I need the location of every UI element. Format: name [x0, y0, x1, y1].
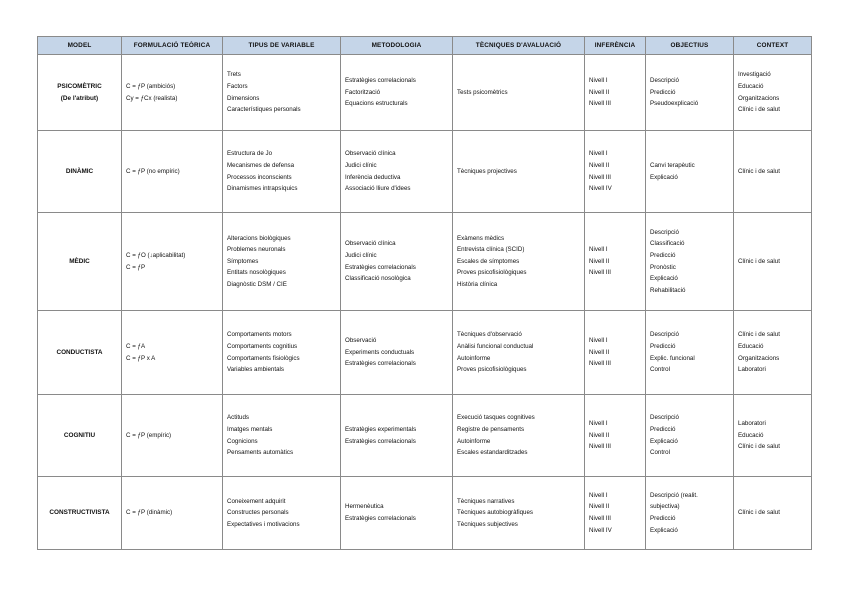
inferencia-cell — [585, 213, 646, 311]
inferencia-cell — [585, 477, 646, 550]
tecniques-cell — [453, 213, 585, 311]
metodologia-cell — [341, 55, 453, 131]
tipus-variable-line: Cognicions — [227, 437, 258, 445]
metodologia-line: Hermenèutica — [345, 503, 384, 511]
objectius-line: Explic. funcional — [650, 354, 695, 362]
tipus-variable-line: Processos inconscients — [227, 173, 292, 181]
tecniques-line: Autoinforme — [457, 437, 491, 445]
tecniques-line: Autoinforme — [457, 354, 491, 362]
objectius-line: Descripció — [650, 331, 679, 339]
objectius-cell — [646, 213, 734, 311]
tipus-variable-cell — [223, 213, 341, 311]
inferencia-line: Nivell II — [589, 431, 610, 439]
objectius-line: Control — [650, 366, 670, 374]
objectius-line: Pronòstic — [650, 263, 676, 271]
inferencia-line: Nivell I — [589, 420, 608, 428]
inferencia-line: Nivell III — [589, 173, 612, 181]
context-cell — [734, 213, 812, 311]
objectius-line: Descripció — [650, 228, 679, 236]
metodologia-line: Estratègies correlacionals — [345, 437, 416, 445]
objectius-line: Predicció — [650, 251, 676, 259]
tipus-variable-line: Alteracions biològiques — [227, 234, 291, 242]
table-row — [38, 55, 812, 131]
objectius-line: Descripció (realit. — [650, 491, 698, 499]
tipus-variable-cell — [223, 395, 341, 477]
metodologia-line: Judici clínic — [345, 161, 377, 169]
column-header-formulacio: FORMULACIÓ TEÒRICA — [122, 37, 223, 55]
tecniques-cell — [453, 477, 585, 550]
tipus-variable-line: Expectatives i motivacions — [227, 520, 300, 528]
inferencia-cell — [585, 131, 646, 213]
table-body — [38, 55, 812, 550]
context-line: Educació — [738, 342, 764, 350]
objectius-line: Canvi terapèutic — [650, 161, 695, 169]
context-line: Clínic i de salut — [738, 331, 780, 339]
context-line: Clínic i de salut — [738, 443, 780, 451]
formulacio-line: C = ƒP x A — [126, 354, 156, 362]
tipus-variable-cell — [223, 477, 341, 550]
inferencia-line: Nivell II — [589, 503, 610, 511]
inferencia-line: Nivell III — [589, 100, 612, 108]
inferencia-line: Nivell II — [589, 161, 610, 169]
metodologia-line: Observació clínica — [345, 240, 396, 248]
model-line: MÈDIC — [69, 257, 90, 265]
metodologia-cell — [341, 395, 453, 477]
objectius-cell — [646, 55, 734, 131]
models-comparison-table — [37, 36, 812, 550]
formulacio-line: C = ƒP — [126, 263, 146, 271]
tipus-variable-line: Variables ambientals — [227, 366, 284, 374]
tipus-variable-line: Símptomes — [227, 257, 259, 265]
formulacio-line: C = ƒP (dinàmic) — [126, 509, 173, 517]
tecniques-line: Tests psicomètrics — [457, 88, 508, 96]
objectius-line: Explicació — [650, 526, 678, 534]
table-header-row — [38, 37, 812, 55]
table-row — [38, 311, 812, 395]
context-line: Organitzacions — [738, 354, 780, 362]
formulacio-cell — [122, 131, 223, 213]
table-row — [38, 131, 812, 213]
tecniques-line: Exàmens mèdics — [457, 234, 505, 242]
column-header-inferencia: INFERÈNCIA — [585, 37, 646, 55]
table-row — [38, 477, 812, 550]
tipus-variable-line: Pensaments automàtics — [227, 449, 294, 457]
tipus-variable-line: Problemes neuronals — [227, 246, 286, 254]
objectius-line: subjectiva) — [650, 503, 680, 511]
context-line: Clínic i de salut — [738, 257, 780, 265]
formulacio-line: Cy = ƒCx (realista) — [126, 94, 178, 102]
metodologia-line: Estratègies correlacionals — [345, 263, 416, 271]
formulacio-cell — [122, 213, 223, 311]
tipus-variable-line: Trets — [227, 71, 241, 79]
context-line: Laboratori — [738, 420, 766, 428]
inferencia-line: Nivell I — [589, 491, 608, 499]
tecniques-cell — [453, 55, 585, 131]
table-row — [38, 213, 812, 311]
objectius-line: Predicció — [650, 425, 676, 433]
objectius-line: Rehabilitació — [650, 286, 686, 294]
tecniques-cell — [453, 131, 585, 213]
formulacio-line: C = ƒP (ambiciós) — [126, 82, 176, 90]
column-header-metodologia: METODOLOGIA — [341, 37, 453, 55]
context-line: Clínic i de salut — [738, 509, 780, 517]
column-header-tipus-variable: TIPUS DE VARIABLE — [223, 37, 341, 55]
inferencia-cell — [585, 395, 646, 477]
context-line: Clínic i de salut — [738, 167, 780, 175]
tecniques-cell — [453, 395, 585, 477]
tecniques-line: Escales de símptomes — [457, 257, 520, 265]
inferencia-line: Nivell I — [589, 337, 608, 345]
tipus-variable-line: Dinamismes intrapsíquics — [227, 185, 298, 193]
metodologia-line: Observació clínica — [345, 150, 396, 158]
tecniques-line: Escales estandarditzades — [457, 449, 528, 457]
tipus-variable-line: Actituds — [227, 414, 250, 422]
inferencia-line: Nivell III — [589, 269, 612, 277]
formulacio-cell — [122, 395, 223, 477]
tipus-variable-line: Coneixement adquirit — [227, 497, 286, 505]
objectius-line: Pseudoexplicació — [650, 100, 699, 108]
tipus-variable-line: Mecanismes de defensa — [227, 161, 295, 169]
inferencia-cell — [585, 55, 646, 131]
metodologia-line: Factorització — [345, 88, 381, 96]
tipus-variable-line: Comportaments cognitius — [227, 342, 298, 350]
formulacio-cell — [122, 477, 223, 550]
model-cell — [38, 213, 122, 311]
tipus-variable-line: Característiques personals — [227, 106, 301, 114]
metodologia-line: Estratègies experimentals — [345, 425, 417, 433]
tecniques-line: Entrevista clínica (SCID) — [457, 246, 525, 254]
model-cell — [38, 131, 122, 213]
tecniques-line: Registre de pensaments — [457, 425, 525, 433]
tipus-variable-cell — [223, 131, 341, 213]
inferencia-line: Nivell I — [589, 77, 608, 85]
model-line: COGNITIU — [63, 431, 96, 439]
tecniques-line: Tècniques narratives — [457, 497, 515, 505]
objectius-line: Classificació — [650, 240, 685, 248]
inferencia-line: Nivell IV — [589, 185, 612, 193]
inferencia-line: Nivell II — [589, 88, 610, 96]
context-cell — [734, 477, 812, 550]
metodologia-line: Estratègies correlacionals — [345, 360, 416, 368]
objectius-cell — [646, 311, 734, 395]
tecniques-line: Tècniques d'observació — [457, 331, 522, 339]
tecniques-line: Història clínica — [457, 280, 498, 288]
metodologia-cell — [341, 311, 453, 395]
objectius-cell — [646, 395, 734, 477]
formulacio-line: C = ƒA — [126, 342, 146, 350]
tipus-variable-cell — [223, 311, 341, 395]
model-cell — [38, 55, 122, 131]
model-line: (De l'atribut) — [60, 94, 99, 102]
metodologia-line: Judici clínic — [345, 251, 377, 259]
inferencia-line: Nivell I — [589, 150, 608, 158]
metodologia-line: Associació lliure d'idees — [345, 185, 411, 193]
context-line: Investigació — [738, 71, 771, 79]
metodologia-line: Estratègies correlacionals — [345, 77, 416, 85]
inferencia-line: Nivell III — [589, 515, 612, 522]
context-cell — [734, 311, 812, 395]
objectius-line: Predicció — [650, 88, 676, 96]
context-line: Educació — [738, 82, 764, 90]
model-cell — [38, 311, 122, 395]
model-line: DINÀMIC — [65, 167, 94, 175]
objectius-cell — [646, 477, 734, 550]
metodologia-cell — [341, 213, 453, 311]
column-header-tecniques: TÈCNIQUES D'AVALUACIÓ — [453, 37, 585, 55]
tecniques-line: Tècniques subjectives — [457, 520, 518, 528]
formulacio-line: C = ƒP (no empíric) — [126, 167, 180, 175]
context-line: Clínic i de salut — [738, 106, 780, 114]
tipus-variable-line: Entitats nosològiques — [227, 269, 286, 277]
objectius-line: Explicació — [650, 275, 678, 283]
model-cell — [38, 395, 122, 477]
tecniques-line: Tècniques projectives — [457, 167, 517, 175]
formulacio-line: C = ƒO (↓aplicabilitat) — [126, 251, 186, 259]
tipus-variable-line: Estructura de Jo — [227, 150, 273, 158]
tipus-variable-line: Factors — [227, 82, 248, 90]
context-cell — [734, 55, 812, 131]
tipus-variable-line: Constructes personals — [227, 509, 289, 517]
context-line: Educació — [738, 431, 764, 439]
formulacio-cell — [122, 311, 223, 395]
table-row — [38, 395, 812, 477]
formulacio-line: C = ƒP (empíric) — [126, 431, 172, 439]
metodologia-cell — [341, 131, 453, 213]
model-line: PSICOMÈTRIC — [57, 82, 102, 90]
objectius-line: Explicació — [650, 173, 678, 181]
column-header-model: MODEL — [38, 37, 122, 55]
inferencia-line: Nivell IV — [589, 526, 612, 534]
inferencia-line: Nivell III — [589, 443, 612, 451]
inferencia-cell — [585, 311, 646, 395]
objectius-cell — [646, 131, 734, 213]
tipus-variable-cell — [223, 55, 341, 131]
objectius-line: Descripció — [650, 414, 679, 422]
metodologia-line: Equacions estructurals — [345, 100, 408, 108]
context-line: Organitzacions — [738, 94, 780, 102]
objectius-line: Descripció — [650, 77, 679, 85]
column-header-objectius: OBJECTIUS — [646, 37, 734, 55]
inferencia-line: Nivell III — [589, 360, 612, 368]
tipus-variable-line: Diagnòstic DSM / CIE — [227, 280, 287, 288]
objectius-line: Predicció — [650, 515, 676, 522]
tipus-variable-line: Comportaments fisiològics — [227, 354, 300, 362]
tecniques-line: Tècniques autobiogràfiques — [457, 509, 534, 517]
inferencia-line: Nivell I — [589, 246, 608, 254]
column-header-context: CONTEXT — [734, 37, 812, 55]
inferencia-line: Nivell II — [589, 348, 610, 356]
metodologia-line: Experiments conductuals — [345, 348, 415, 356]
objectius-line: Predicció — [650, 342, 676, 350]
tipus-variable-line: Dimensions — [227, 94, 260, 102]
objectius-line: Explicació — [650, 437, 678, 445]
objectius-line: Control — [650, 449, 670, 457]
tecniques-line: Proves psicofisiològiques — [457, 269, 527, 277]
metodologia-line: Observació — [345, 337, 377, 345]
tecniques-cell — [453, 311, 585, 395]
inferencia-line: Nivell II — [589, 257, 610, 265]
formulacio-cell — [122, 55, 223, 131]
tipus-variable-line: Comportaments motors — [227, 331, 292, 339]
model-line: CONSTRUCTIVISTA — [49, 509, 110, 517]
tecniques-line: Anàlisi funcional conductual — [457, 342, 534, 350]
tipus-variable-line: Imatges mentals — [227, 425, 273, 433]
tecniques-line: Proves psicofisiològiques — [457, 366, 527, 374]
model-cell — [38, 477, 122, 550]
metodologia-line: Classificació nosològica — [345, 275, 411, 283]
tecniques-line: Execució tasques cognitives — [457, 414, 535, 422]
context-cell — [734, 131, 812, 213]
metodologia-line: Estratègies correlacionals — [345, 515, 416, 522]
context-line: Laboratori — [738, 366, 766, 374]
model-line: CONDUCTISTA — [56, 348, 103, 356]
context-cell — [734, 395, 812, 477]
metodologia-cell — [341, 477, 453, 550]
metodologia-line: Inferència deductiva — [345, 173, 401, 181]
